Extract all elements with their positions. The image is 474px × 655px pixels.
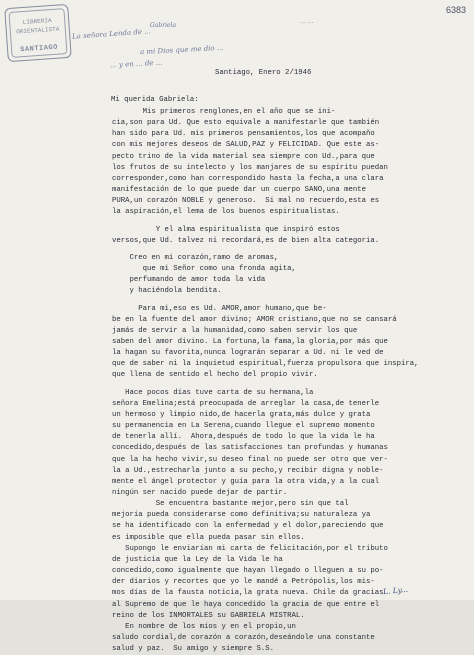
handwritten-annotation: La señora Lenda de ... [71,27,152,41]
paragraph-2: Y el alma espiritualista que inspiró estos versos,que Ud. talvez ni recordará,es de bien alta categoria. [112,225,380,245]
paragraph-3: Para mi,eso es Ud. AMOR,amor humano,que be- be en la fuente del amor divino; AMOR cristiano,que no se cansará jamás de servir a la humanidad,como saben servir los que saben del amor divino. La fortuna,la fama,la gloria,por más que la hagan su favorita,nunca lograrán separar a Ud. ni le ved de que de saber ni la inquietud espiritual,fuerza propulsora que inspira, que llena de sentido el hecho del propio vivir. [112,304,419,380]
paragraph-6: Supongo le enviarían mi carta de felicitación,por el tributo de justicia que la Ley de la Vida le ha concedido,como igualmente que hayan llegado o lleguen a su po- der diarios y recortes que yo le mandé a Petrópolis,los mis- mos días de la fausta noticia,la grata nueva. Chile da gracias al Supremo de que le haya concedido la gracia de que entre el reino de los INMORTALES su GABRIELA MISTRAL. [112,544,388,620]
paragraph-4: Hace pocos días tuve carta de su hermana,la señora Emelina;está preocupada de arreglar la casa,de tenerle un hermoso y limpio nido,de hacerla grata,más dulce y grata su permanencia en La Serena,cuando llegue el supremo momento de tenerla allí. Ahora,después de todo lo que la vida le ha concedido,después de las satisfacciones tan profundas y humanas que la ha hecho vivir,su deseo final no puede ser otro que ver- la a Ud.,estrecharla junto a su pecho,y recibir digna y noble- mente el ángel protector y guía para la otra vida,y a la cual ningún ser nacido puede dejar de partir. [112,388,388,497]
paragraph-7: En nombre de los míos y en el propio,un saludo cordial,de corazón a corazón,deseándole una constante salud y paz. Su amigo y siempre S.S. [112,622,375,654]
stamp-line-2: SANTIAGO [20,43,59,55]
poem-stanza: Creo en mi corazón,ramo de aromas, que mi Señor como una fronda agita, perfumando de amor toda la vida y haciéndola bendita. [129,253,296,296]
letter-date: Santiago, Enero 2/1946 [215,69,312,77]
paragraph-1: Mis primeros renglones,en el año que se ini- cia,son para Ud. Que esto equivale a manifestarle que también han sido para Ud. mis primeros pensamientos,los que acompaño con mis mejores deseos de SALUD,PAZ y FELICIDAD. Que este as- pecto trino de la vida material sea siempre con Ud.,para que los frutos de su intelecto y los manjares de su espíritu puedan corresponder,como han correspondido hasta la fecha,a una clara manifestación de lo que puede dar un cuerpo SANO,una mente PURA,un corazón NOBLE y generoso. Si mal no recuerdo,esta es la aspiración,el lema de los buenos espiritualistas. [112,108,388,217]
letter-greeting: Mi querida Gabriela: [111,96,199,104]
handwritten-annotation: Gabriela [150,22,177,29]
handwritten-annotation: a mi Dios que me dio ... [139,43,224,57]
bookshop-stamp [4,4,72,62]
archive-reference-number: 6383 [445,5,466,15]
paragraph-5: Se encuentra bastante mejor,pero sin que tal mejoría pueda considerarse como definitiva;su naturaleza ya se ha identificado con la enfermedad y el dolor,pareciendo que es imposible que ella pueda pasar sin ellos. [112,500,384,542]
signature: L. Ly... [382,584,409,597]
letter-body [112,107,464,655]
stamp-line-1: LIBRERIA ORIENTALISTA [16,17,60,36]
handwritten-annotation: ... y en ... de ... [109,58,163,70]
handwritten-annotation: ... ... [299,17,314,26]
